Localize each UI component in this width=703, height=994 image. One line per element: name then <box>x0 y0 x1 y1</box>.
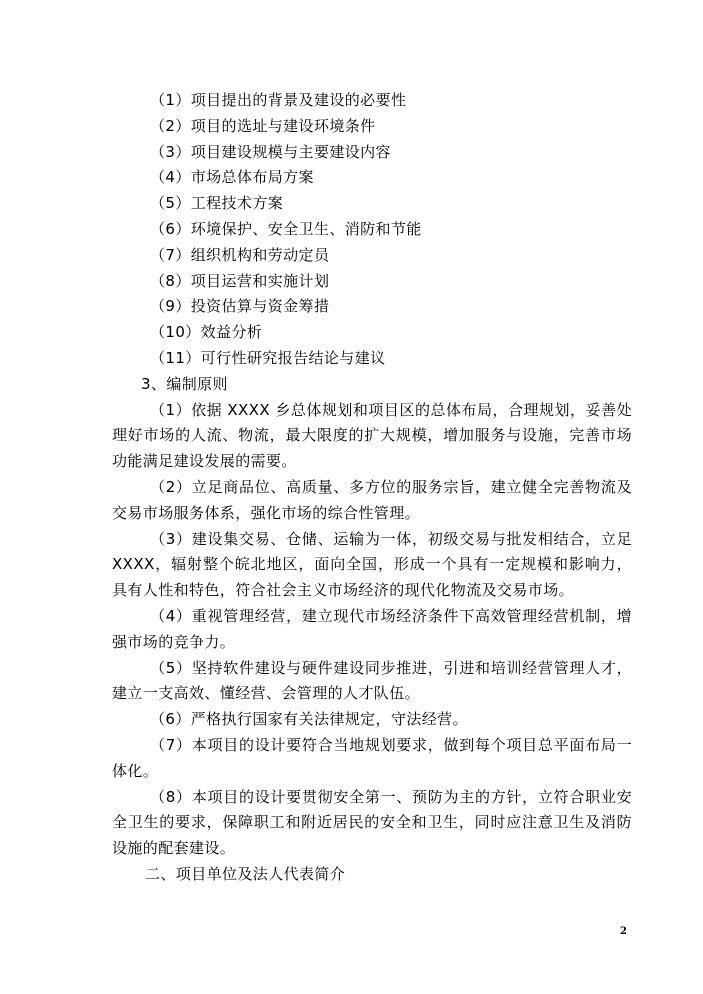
page-body <box>112 88 632 888</box>
list-item: （8）项目运营和实施计划 <box>150 271 330 290</box>
chapter-heading: 二、项目单位及法人代表简介 <box>145 864 346 883</box>
list-item: （2）项目的选址与建设环境条件 <box>150 116 376 135</box>
list-item: （6）环境保护、安全卫生、消防和节能 <box>150 219 422 238</box>
principle-paragraph: （2）立足商品位、高质量、多方位的服务宗旨，建立健全完善物流及交易市场服务体系，强化市场的综合性管理。 <box>112 477 632 522</box>
list-item: （10）效益分析 <box>150 323 263 342</box>
section-heading: 3、编制原则 <box>141 374 228 393</box>
page-number: 2 <box>620 926 627 937</box>
list-item: （1）项目提出的背景及建设的必要性 <box>150 91 407 109</box>
list-item: （3）项目建设规模与主要建设内容 <box>150 142 391 161</box>
principle-paragraph: （6）严格执行国家有关法律规定，守法经营。 <box>150 710 468 729</box>
principles-list <box>112 398 632 862</box>
principle-paragraph: （3）建设集交易、仓储、运输为一体，初级交易与批发相结合，立足 XXXX，辐射整个皖北地区，面向全国，形成一个具有一定规模和影响力，具有人性和特色，符合社会主义市场经济的现代化物流及交易市场。 <box>112 529 632 600</box>
principle-paragraph: （7）本项目的设计要符合当地规划要求，做到每个项目总平面布局一体化。 <box>112 735 632 780</box>
principle-paragraph: （5）坚持软件建设与硬件建设同步推进，引进和培训经营管理人才，建立一支高效、懂经营、会管理的人才队伍。 <box>112 658 632 703</box>
list-item: （5）工程技术方案 <box>150 194 284 213</box>
list-item: （7）组织机构和劳动定员 <box>150 245 330 264</box>
principle-paragraph: （8）本项目的设计要贯彻安全第一、预防为主的方针，立符合职业安全卫生的要求，保障职工和附近居民的安全和卫生，同时应注意卫生及消防设施的配套建设。 <box>112 787 632 858</box>
contents-list <box>112 88 632 372</box>
list-item: （9）投资估算与资金筹措 <box>150 297 330 316</box>
list-item: （11）可行性研究报告结论与建议 <box>150 348 386 367</box>
principle-paragraph: （4）重视管理经营，建立现代市场经济条件下高效管理经营机制，增强市场的竞争力。 <box>112 606 632 651</box>
principle-paragraph: （1）依据 XXXX 乡总体规划和项目区的总体布局，合理规划，妥善处理好市场的人流、物流，最大限度的扩大规模，增加服务与设施，完善市场功能满足建设发展的需要。 <box>112 400 632 471</box>
list-item: （4）市场总体布局方案 <box>150 168 314 187</box>
